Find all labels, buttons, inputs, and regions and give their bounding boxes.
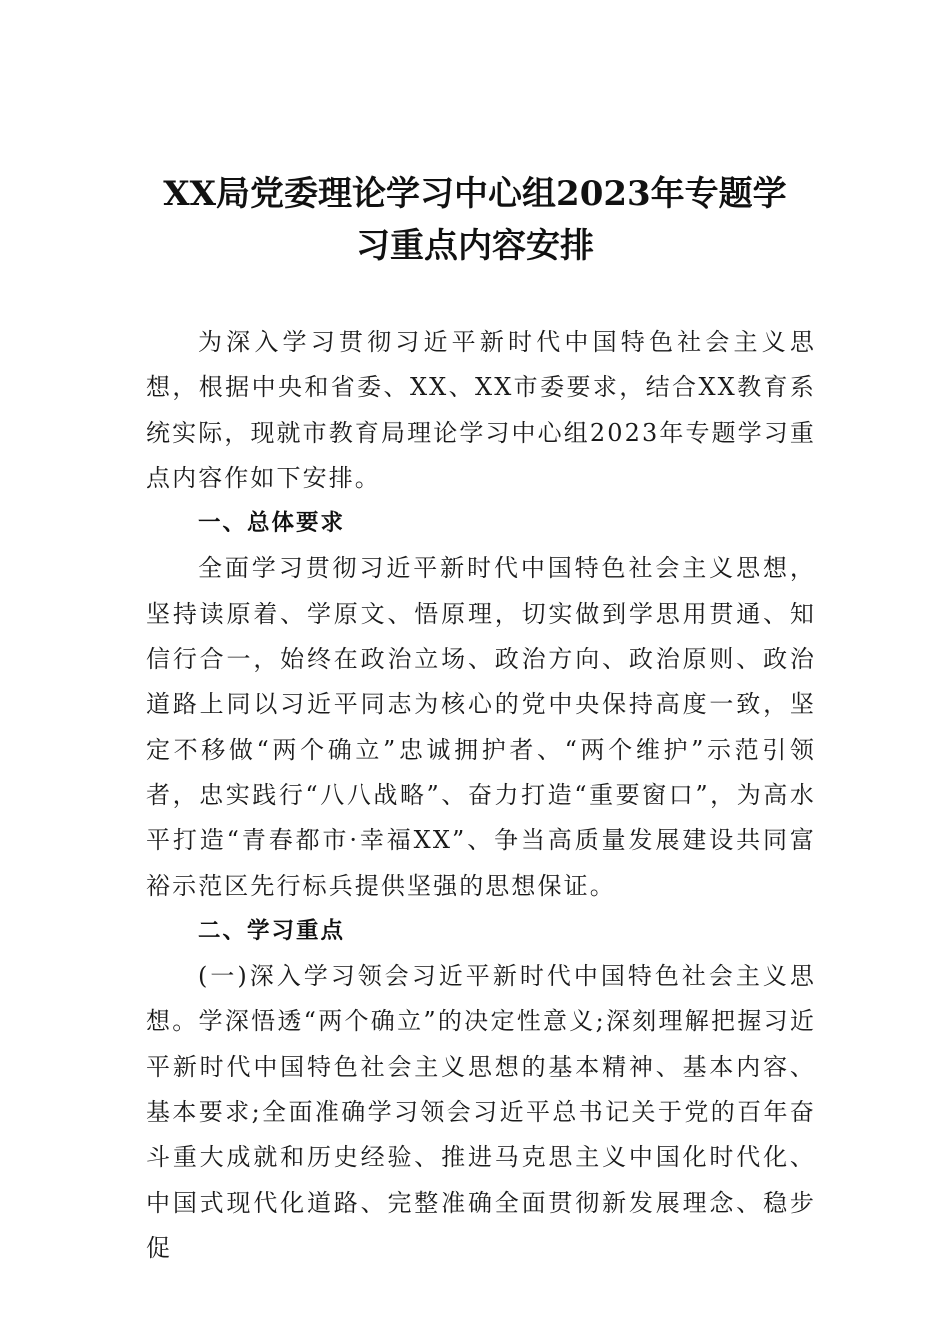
section-heading-general-requirements: 一、总体要求 xyxy=(198,510,346,537)
study-focus-item-1: (一)深入学习领会习近平新时代中国特色社会主义思想。学深悟透“两个确立”的决定性意义;深刻理解把握习近平新时代中国特色社会主义思想的基本精神、基本内容、基本要求;全面准确学习领会习近平总书记关于党的百年奋斗重大成就和历史经验、推进马克思主义中国化时代化、中国式现代化道路、完整准确全面贯彻新发展理念、稳步促 xyxy=(146,962,816,1262)
general-requirements-paragraph: 全面学习贯彻习近平新时代中国特色社会主义思想，坚持读原着、学原文、悟原理，切实做到学思用贯通、知信行合一，始终在政治立场、政治方向、政治原则、政治道路上同以习近平同志为核心的党中央保持高度一致，坚定不移做“两个确立”忠诚拥护者、“两个维护”示范引领者，忠实践行“八八战略”、奋力打造“重要窗口”，为高水平打造“青春都市·幸福XX”、争当高质量发展建设共同富裕示范区先行标兵提供坚强的思想保证。 xyxy=(146,554,816,900)
title-line-1: XX局党委理论学习中心组2023年专题学 xyxy=(163,174,787,214)
document-body xyxy=(146,320,816,1271)
section-heading-study-focus: 二、学习重点 xyxy=(198,917,346,944)
title-line-2: 习重点内容安排 xyxy=(356,226,594,266)
intro-paragraph: 为深入学习贯彻习近平新时代中国特色社会主义思想，根据中央和省委、XX、XX市委要求，结合XX教育系统实际，现就市教育局理论学习中心组2023年专题学习重点内容作如下安排。 xyxy=(146,328,816,492)
document-title xyxy=(120,168,830,272)
